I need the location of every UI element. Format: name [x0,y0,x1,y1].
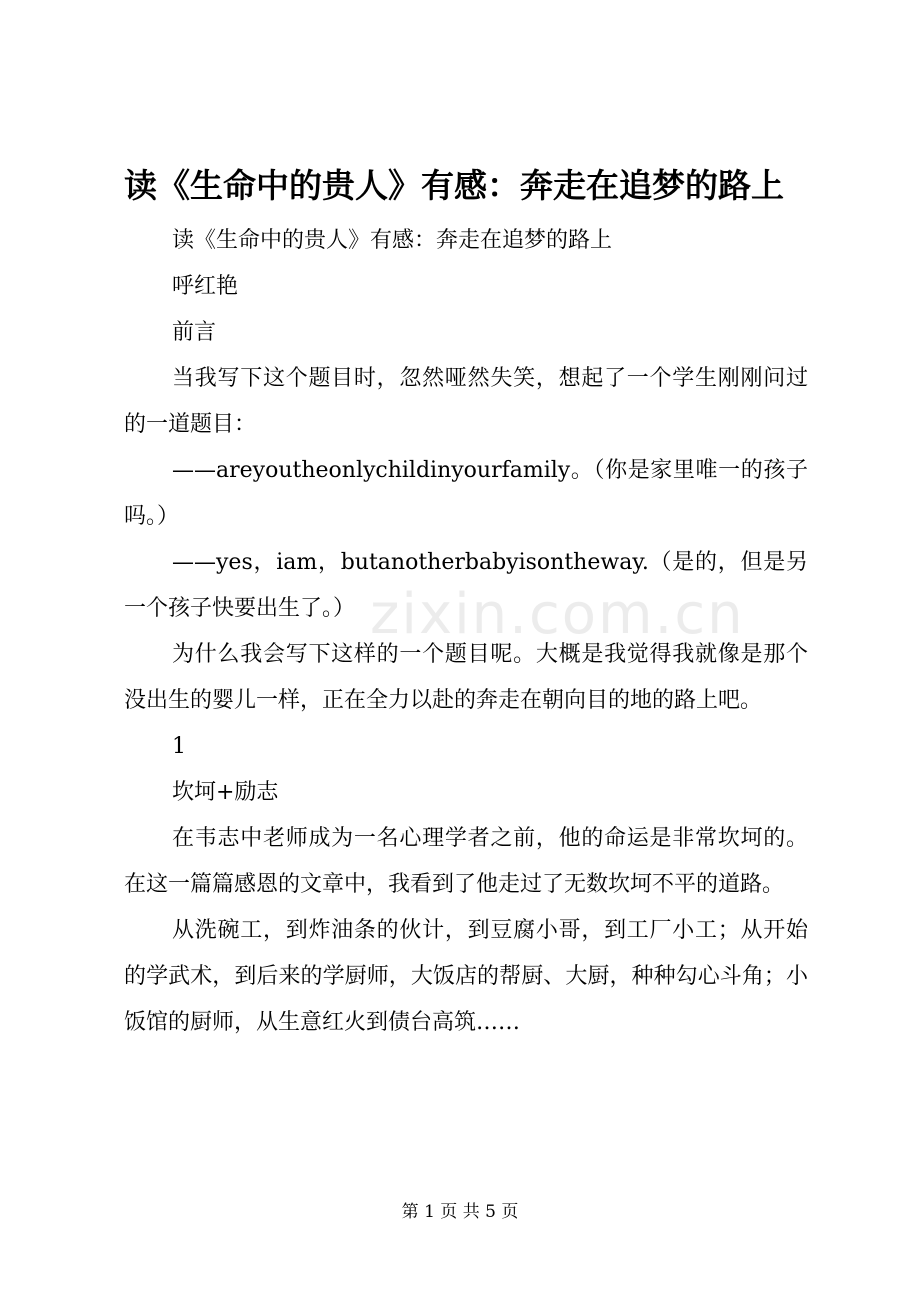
page-footer: 第 1 页 共 5 页 [401,1202,519,1222]
paragraph-dialogue-answer: ——yes，iam，butanotherbabyisontheway.（是的，但是另一个孩子快要出生了。） [124,550,808,621]
watermark: zixin.com.cn [370,582,745,647]
paragraph: 在韦志中老师成为一名心理学者之前，他的命运是非常坎坷的。在这一篇篇感恩的文章中，我看到了他走过了无数坎坷不平的道路。 [124,826,808,897]
section-heading: 坎坷+励志 [172,780,279,805]
section-number: 1 [172,734,186,759]
paragraph: 从洗碗工，到炸油条的伙计，到豆腐小哥，到工厂小工；从开始的学武术，到后来的学厨师，大饭店的帮厨、大厨，种种勾心斗角；小饭馆的厨师，从生意红火到债台高筑…… [124,918,808,1035]
document-title: 读《生命中的贵人》有感：奔走在追梦的路上 [124,166,784,205]
paragraph: 当我写下这个题目时，忽然哑然失笑，想起了一个学生刚刚问过的一道题目： [124,366,808,437]
document-body [124,218,808,1046]
paragraph-dialogue-question: ——areyoutheonlychildinyourfamily。（你是家里唯一的孩子吗。） [124,458,808,529]
paragraph-subtitle: 读《生命中的贵人》有感：奔走在追梦的路上 [172,228,613,253]
paragraph-heading-preface: 前言 [172,320,217,345]
paragraph: 为什么我会写下这样的一个题目呢。大概是我觉得我就像是那个没出生的婴儿一样，正在全力以赴的奔走在朝向目的地的路上吧。 [124,642,808,713]
paragraph-author: 呼红艳 [172,274,239,299]
